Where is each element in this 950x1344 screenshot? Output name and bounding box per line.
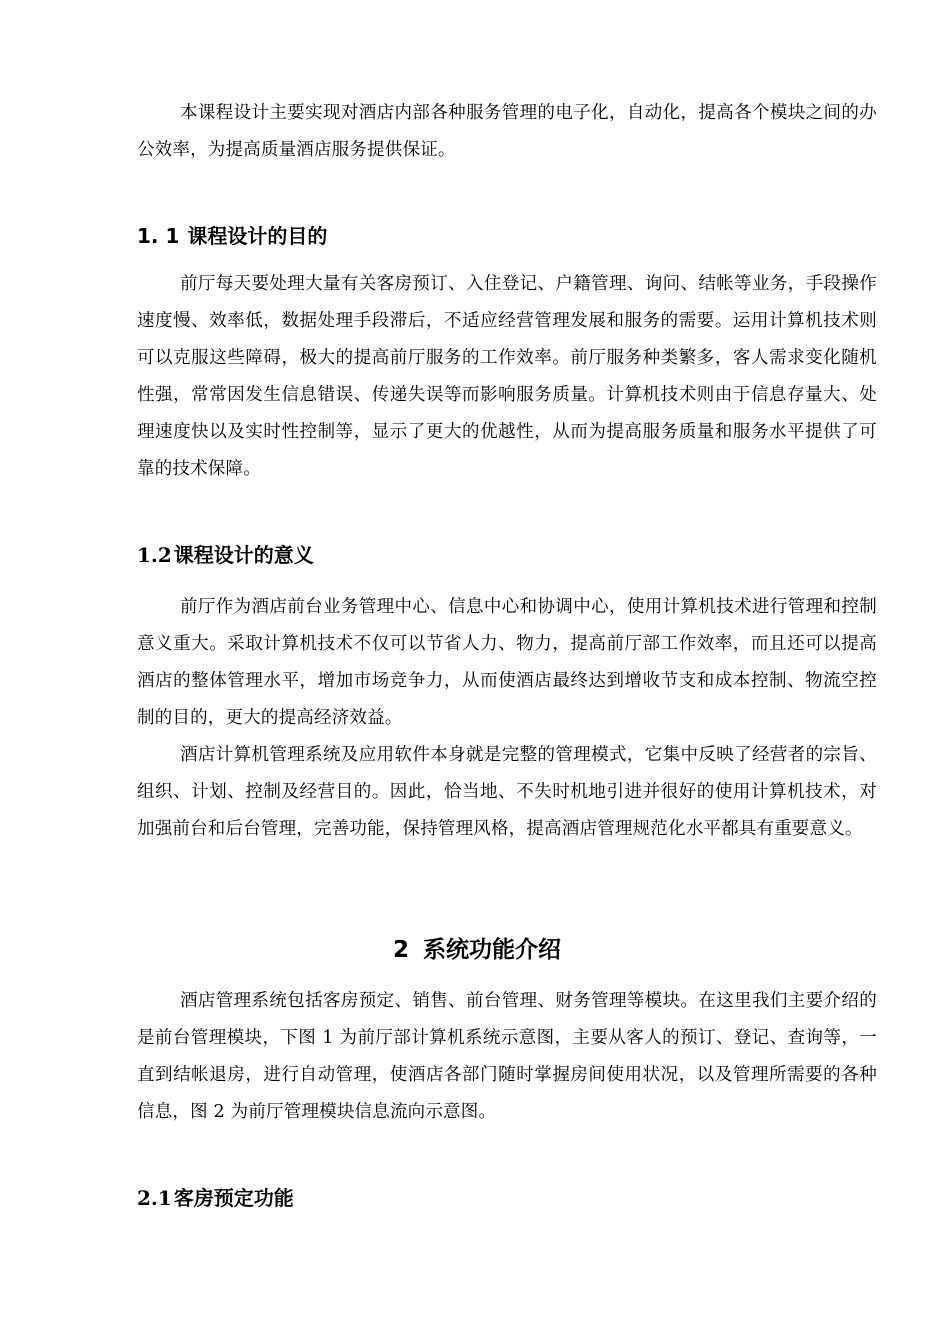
section-number: 1. 1: [137, 224, 180, 248]
chapter-number: 2: [392, 937, 409, 963]
section-heading-1-2: [137, 541, 314, 569]
system-intro-paragraph: 酒店管理系统包括客房预定、销售、前台管理、财务管理等模块。在这里我们主要介绍的是前台管理模块，下图 1 为前厅部计算机系统示意图，主要从客人的预订、登记、查询等，一直到结帐退房，进行自动管理，使酒店各部门随时掌握房间使用状况，以及管理所需要的各种信息，图 2 为前厅管理模块信息流向示意图。: [137, 991, 877, 1122]
section-title: 课程设计的意义: [173, 543, 314, 567]
section-number: 1.2: [137, 543, 172, 567]
section-title: 客房预定功能: [173, 1186, 294, 1210]
intro-paragraph: 本课程设计主要实现对酒店内部各种服务管理的电子化，自动化，提高各个模块之间的办公效率，为提高质量酒店服务提供保证。: [137, 103, 877, 160]
section-heading-2-1: [137, 1184, 294, 1212]
section-heading-1-1: [137, 222, 327, 250]
chapter-title: 系统功能介绍: [423, 937, 561, 963]
significance-paragraph-2: 酒店计算机管理系统及应用软件本身就是完整的管理模式，它集中反映了经营者的宗旨、组织、计划、控制及经营目的。因此，恰当地、不失时机地引进并很好的使用计算机技术，对加强前台和后台管理，完善功能，保持管理风格，提高酒店管理规范化水平都具有重要意义。: [137, 745, 877, 839]
section-number: 2.1: [137, 1186, 172, 1210]
section-title: 课程设计的目的: [187, 224, 328, 248]
significance-paragraph-1: 前厅作为酒店前台业务管理中心、信息中心和协调中心，使用计算机技术进行管理和控制意义重大。采取计算机技术不仅可以节省人力、物力，提高前厅部工作效率，而且还可以提高酒店的整体管理水平，增加市场竞争力，从而使酒店最终达到增收节支和成本控制、物流空控制的目的，更大的提高经济效益。: [137, 597, 877, 728]
purpose-paragraph: 前厅每天要处理大量有关客房预订、入住登记、户籍管理、询问、结帐等业务，手段操作速度慢、效率低，数据处理手段滞后，不适应经营管理发展和服务的需要。运用计算机技术则可以克服这些障碍，极大的提高前厅服务的工作效率。前厅服务种类繁多，客人需求变化随机性强，常常因发生信息错误、传递失误等而影响服务质量。计算机技术则由于信息存量大、处理速度快以及实时性控制等，显示了更大的优越性，从而为提高服务质量和服务水平提供了可靠的技术保障。: [137, 274, 877, 479]
chapter-heading-2: [137, 935, 817, 965]
